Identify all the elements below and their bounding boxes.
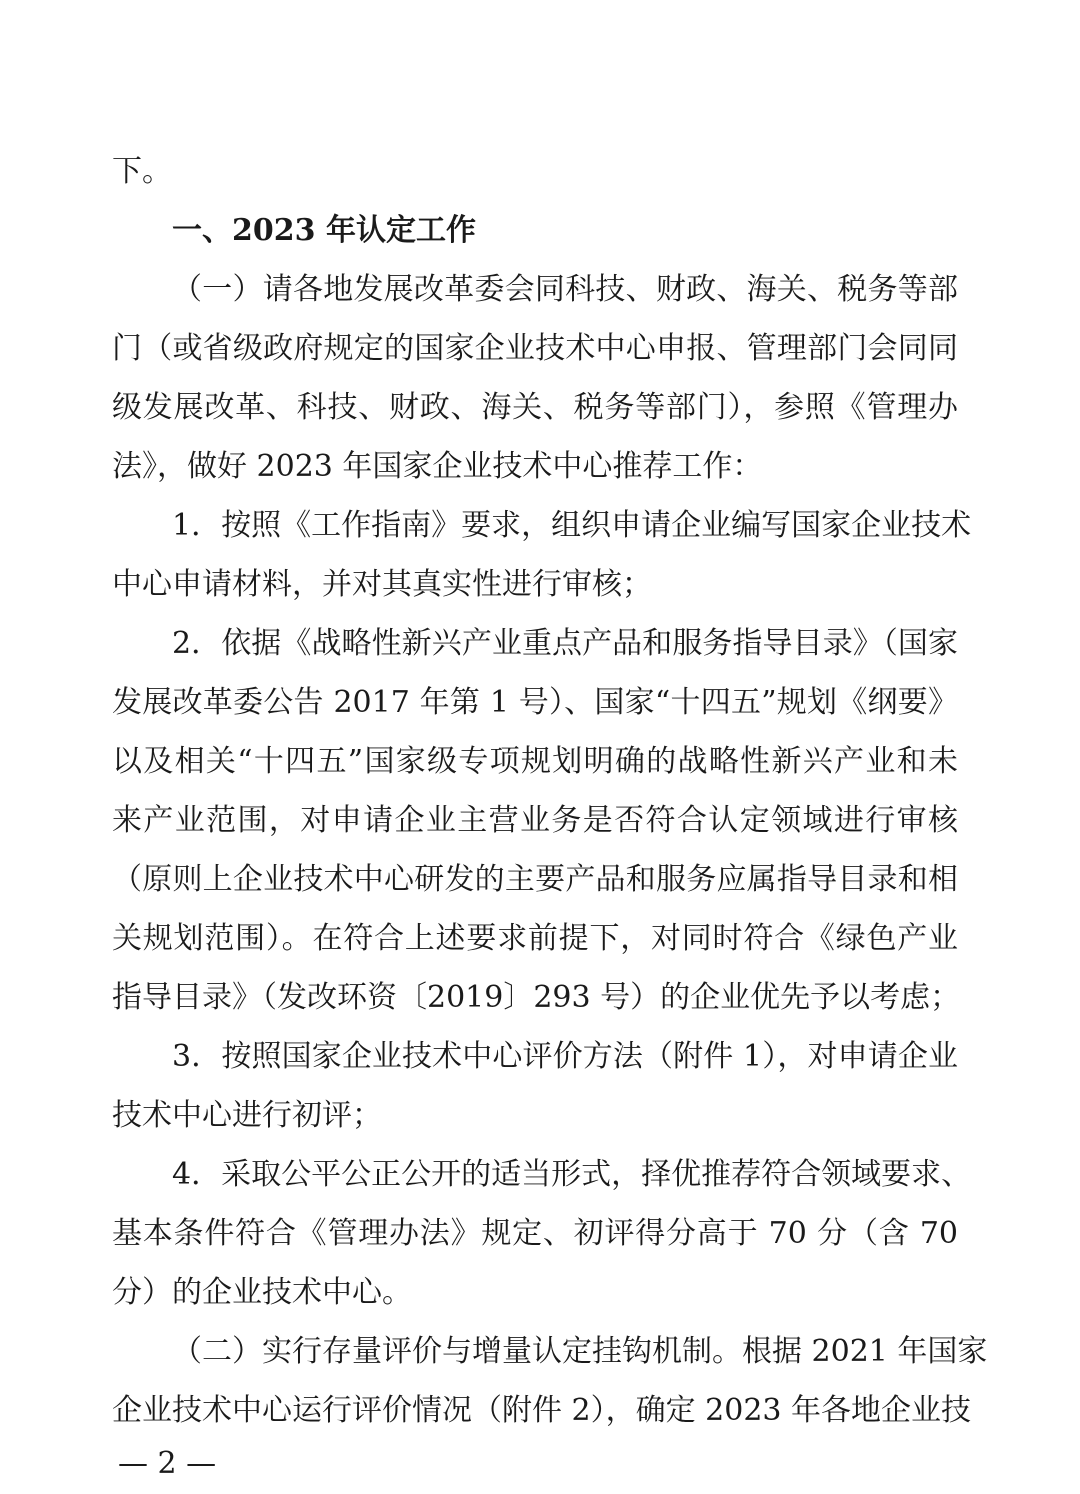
paragraph-line: 2．依据《战略性新兴产业重点产品和服务指导目录》（国家 (172, 626, 958, 661)
paragraph-line: （一）请各地发展改革委会同科技、财政、海关、税务等部 (172, 272, 958, 307)
paragraph-line: （原则上企业技术中心研发的主要产品和服务应属指导目录和相 (112, 862, 958, 897)
paragraph-line: 下。 (112, 154, 172, 189)
paragraph-line: 以及相关“十四五”国家级专项规划明确的战略性新兴产业和未 (112, 744, 958, 779)
paragraph-line: 1．按照《工作指南》要求，组织申请企业编写国家企业技术 (172, 508, 972, 543)
paragraph-line: 来产业范围，对申请企业主营业务是否符合认定领域进行审核 (112, 803, 958, 838)
section-heading: 一、2023 年认定工作 (172, 213, 476, 248)
paragraph-line: 中心申请材料，并对其真实性进行审核； (112, 567, 652, 602)
paragraph-line: 基本条件符合《管理办法》规定、初评得分高于 70 分（含 70 (112, 1216, 958, 1251)
paragraph-line: 4．采取公平公正公开的适当形式，择优推荐符合领域要求、 (172, 1157, 972, 1192)
paragraph-line: 级发展改革、科技、财政、海关、税务等部门），参照《管理办 (112, 390, 958, 425)
paragraph-line: 分）的企业技术中心。 (112, 1275, 412, 1310)
paragraph-line: 法》，做好 2023 年国家企业技术中心推荐工作： (112, 449, 763, 484)
paragraph-line: 指导目录》（发改环资〔2019〕293 号）的企业优先予以考虑； (112, 980, 961, 1015)
paragraph-line: 发展改革委公告 2017 年第 1 号）、国家“十四五”规划《纲要》 (112, 685, 958, 720)
page-number: — 2 — (118, 1446, 217, 1481)
paragraph-line: 关规划范围）。在符合上述要求前提下，对同时符合《绿色产业 (112, 921, 958, 956)
paragraph-line: 企业技术中心运行评价情况（附件 2），确定 2023 年各地企业技 (112, 1393, 972, 1428)
paragraph-line: 门（或省级政府规定的国家企业技术中心申报、管理部门会同同 (112, 331, 958, 366)
paragraph-line: 技术中心进行初评； (112, 1098, 382, 1133)
paragraph-line: 3．按照国家企业技术中心评价方法（附件 1），对申请企业 (172, 1039, 958, 1074)
paragraph-line: （二）实行存量评价与增量认定挂钩机制。根据 2021 年国家 (172, 1334, 988, 1369)
